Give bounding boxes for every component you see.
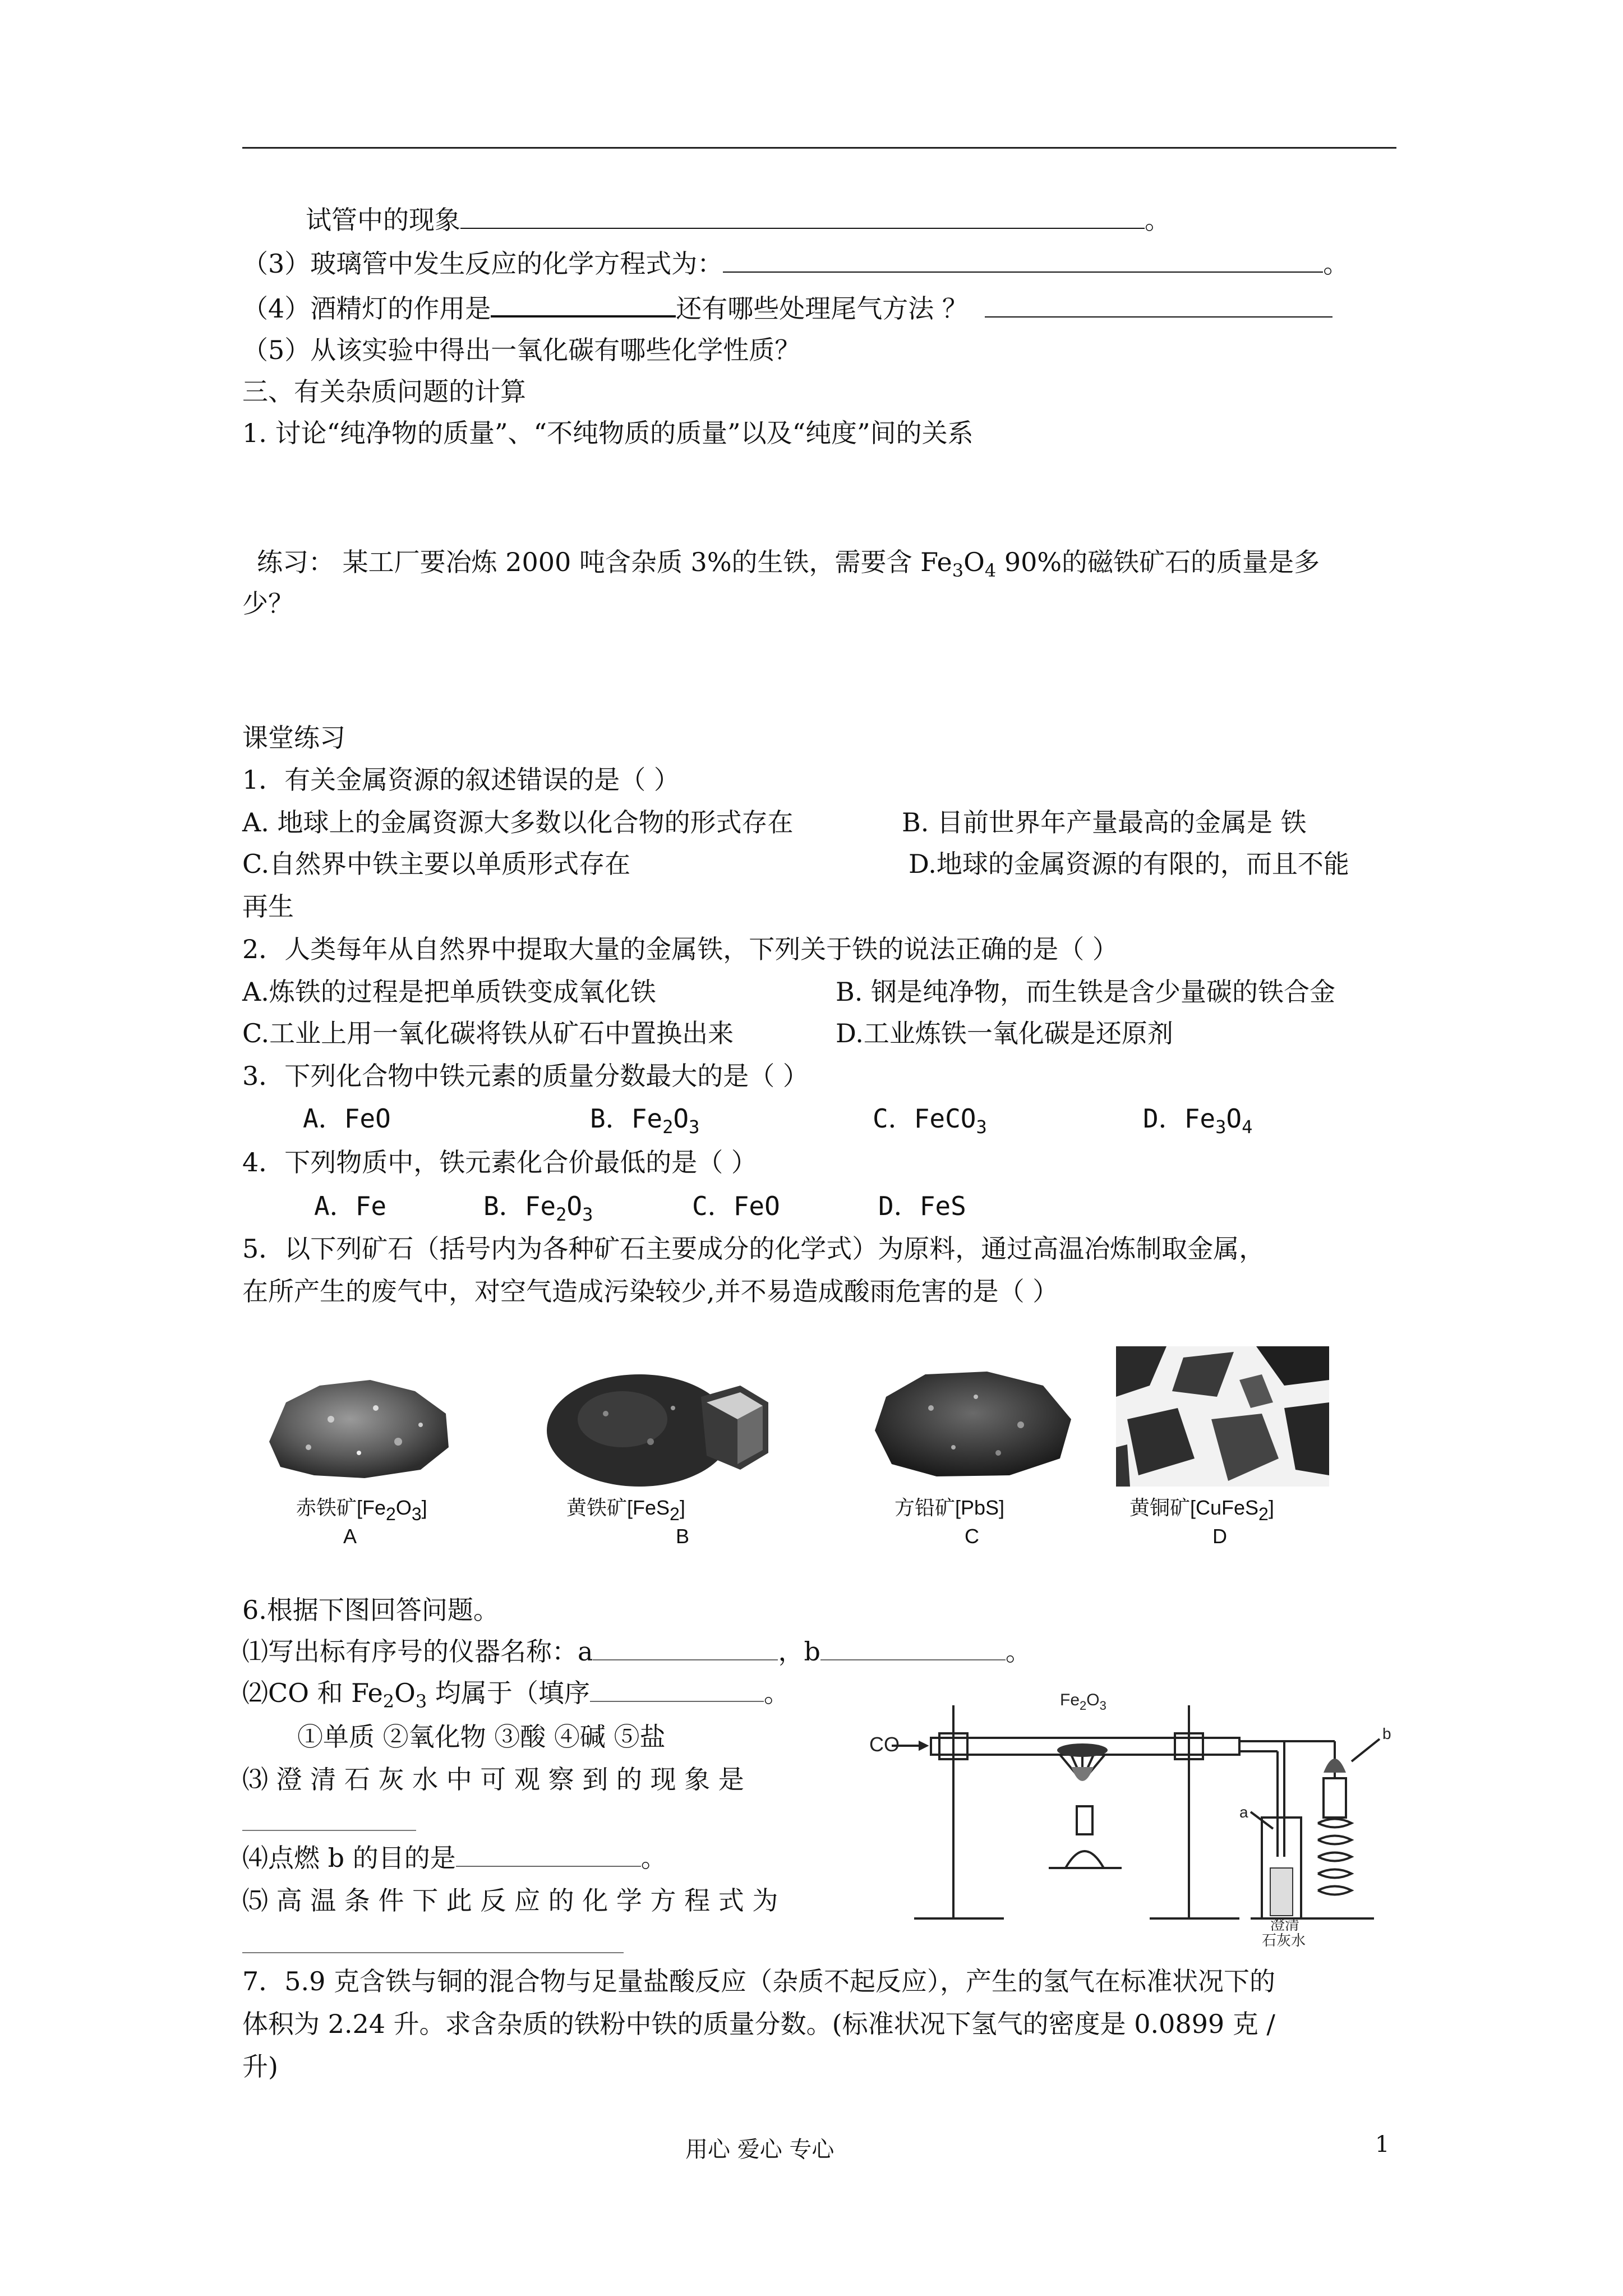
footer-motto: 用心 爱心 专心 (685, 2137, 834, 2162)
ore-image-galena (864, 1358, 1082, 1489)
q3-option-c: C．FeCO$_3$ (873, 1103, 987, 1138)
q4-option-d: D．FeS (878, 1191, 966, 1221)
q3-option-d: D．$Fe_3O_4$ (1143, 1103, 1253, 1138)
answer-blank (242, 1952, 624, 1953)
answer-blank (820, 1635, 1006, 1660)
question-2: 2．人类每年从自然界中提取大量的金属铁，下列关于铁的说法正确的是（ ） (242, 934, 1118, 964)
q4-option-b: B．$Fe_2O_3$ (483, 1191, 593, 1225)
svg-text:CO: CO (869, 1733, 900, 1756)
practice-problem-cont: 少？ (242, 588, 294, 619)
svg-text:澄清: 澄清 (1270, 1916, 1300, 1933)
q1-option-b: B. 目前世界年产量最高的金属是 铁 (902, 807, 1307, 838)
q6-part-1: ⑴写出标有序号的仪器名称：a ，b 。 (242, 1635, 1031, 1668)
answer-blank (590, 1676, 764, 1702)
q3-option-b: B．$Fe_2O_3$ (590, 1103, 700, 1138)
line-glass-tube-equation: （3）玻璃管中发生反应的化学方程式为： 。 (242, 247, 1349, 280)
q2-option-a: A.炼铁的过程是把单质铁变成氧化铁 (242, 977, 656, 1007)
ore-label-d: 黄铜矿[CuFeS2] (1129, 1496, 1274, 1524)
answer-blank (456, 1841, 641, 1867)
line-test-tube-phenomenon: 试管中的现象 。 (306, 203, 1170, 237)
answer-blank (593, 1635, 778, 1660)
ore-label-c: 方铅矿[PbS] (895, 1496, 1005, 1519)
ore-image-chalcopyrite (1116, 1346, 1329, 1489)
q2-option-b: B. 钢是纯净物，而生铁是含少量碳的铁合金 (836, 977, 1336, 1007)
answer-blank (242, 1830, 416, 1831)
line-alcohol-lamp: （4）酒精灯的作用是 还有哪些处理尾气方法 ？ (242, 291, 1332, 325)
header-rule (242, 147, 1396, 149)
svg-text:石灰水: 石灰水 (1262, 1932, 1306, 1949)
q2-option-d: D.工业炼铁一氧化碳是还原剂 (836, 1018, 1173, 1048)
practice-problem: 练习： 某工厂要冶炼 2000 吨含杂质 3%的生铁，需要含 $Fe_3O_4$ 90%的磁铁矿石的质量是多 (257, 547, 1320, 581)
q4-option-c: C．FeO (692, 1191, 780, 1221)
q6-part-2: ⑵CO 和 $Fe_2O_3$ 均属于（填序 。 (242, 1676, 790, 1718)
ore-label-a: 赤铁矿[Fe2O3] (296, 1496, 427, 1524)
q6-options: ①单质 ②氧化物 ③酸 ④碱 ⑤盐 (297, 1722, 666, 1752)
ore-image-pyrite (538, 1358, 796, 1494)
q1-option-a: A. 地球上的金属资源大多数以化合物的形式存在 (242, 807, 794, 838)
co-reduction-apparatus-diagram (858, 1683, 1419, 1949)
svg-text:a: a (1239, 1803, 1248, 1821)
question-4: 4．下列物质中，铁元素化合价最低的是（ ） (242, 1147, 757, 1177)
q1-option-d: D.地球的金属资源的有限的，而且不能 (909, 849, 1349, 879)
line-co-properties: （5）从该实验中得出一氧化碳有哪些化学性质？ (242, 335, 801, 365)
section-heading-impurity: 三、有关杂质问题的计算 (242, 376, 526, 407)
ore-image-hematite (252, 1363, 465, 1489)
ore-letter-c: C (965, 1525, 979, 1548)
ore-label-b: 黄铁矿[FeS2] (566, 1496, 685, 1524)
q2-option-c: C.工业上用一氧化碳将铁从矿石中置换出来 (242, 1018, 734, 1048)
question-5-cont: 在所产生的废气中，对空气造成污染较少,并不易造成酸雨危害的是（ ） (242, 1276, 1059, 1306)
q1-option-c: C.自然界中铁主要以单质形式存在 (242, 849, 631, 879)
question-5: 5．以下列矿石（括号内为各种矿石主要成分的化学式）为原料，通过高温冶炼制取金属， (242, 1234, 1265, 1264)
q6-part-4: ⑷点燃 b 的目的是 。 (242, 1841, 667, 1875)
ore-letter-d: D (1212, 1525, 1227, 1548)
q3-option-a: A．FeO (303, 1103, 391, 1134)
q1-option-d-cont: 再生 (242, 891, 294, 922)
question-3: 3．下列化合物中铁元素的质量分数最大的是（ ） (242, 1061, 809, 1091)
q4-option-a: A．Fe (314, 1191, 387, 1221)
ore-letter-a: A (343, 1525, 357, 1548)
answer-blank (723, 247, 1323, 273)
question-1: 1．有关金属资源的叙述错误的是（ ） (242, 765, 680, 795)
question-7-cont-2: 升) (242, 2051, 278, 2082)
question-7-cont: 体积为 2.24 升。求含杂质的铁粉中铁的质量分数。(标准状况下氢气的密度是 0.0899 克 / (242, 2009, 1275, 2039)
svg-text:Fe2O3: $Fe_2O_3$ (1060, 1691, 1106, 1713)
q6-part-3: ⑶ 澄 清 石 灰 水 中 可 观 察 到 的 现 象 是 (242, 1764, 744, 1795)
question-7: 7．5.9 克含铁与铜的混合物与足量盐酸反应（杂质不起反应），产生的氢气在标准状况下的 (242, 1966, 1276, 1996)
answer-blank (491, 291, 676, 318)
ore-letter-b: B (676, 1525, 690, 1548)
question-6: 6.根据下图回答问题。 (242, 1595, 499, 1625)
answer-blank (460, 203, 1145, 229)
answer-blank (985, 292, 1332, 318)
q6-part-5: ⑸ 高 温 条 件 下 此 反 应 的 化 学 方 程 式 为 (242, 1885, 778, 1916)
page-number: 1 (1375, 2132, 1390, 2157)
line-discussion: 1. 讨论“纯净物的质量”、“不纯物质的质量”以及“纯度”间的关系 (242, 418, 974, 448)
class-practice-title: 课堂练习 (242, 723, 345, 753)
svg-text:b: b (1382, 1725, 1391, 1742)
